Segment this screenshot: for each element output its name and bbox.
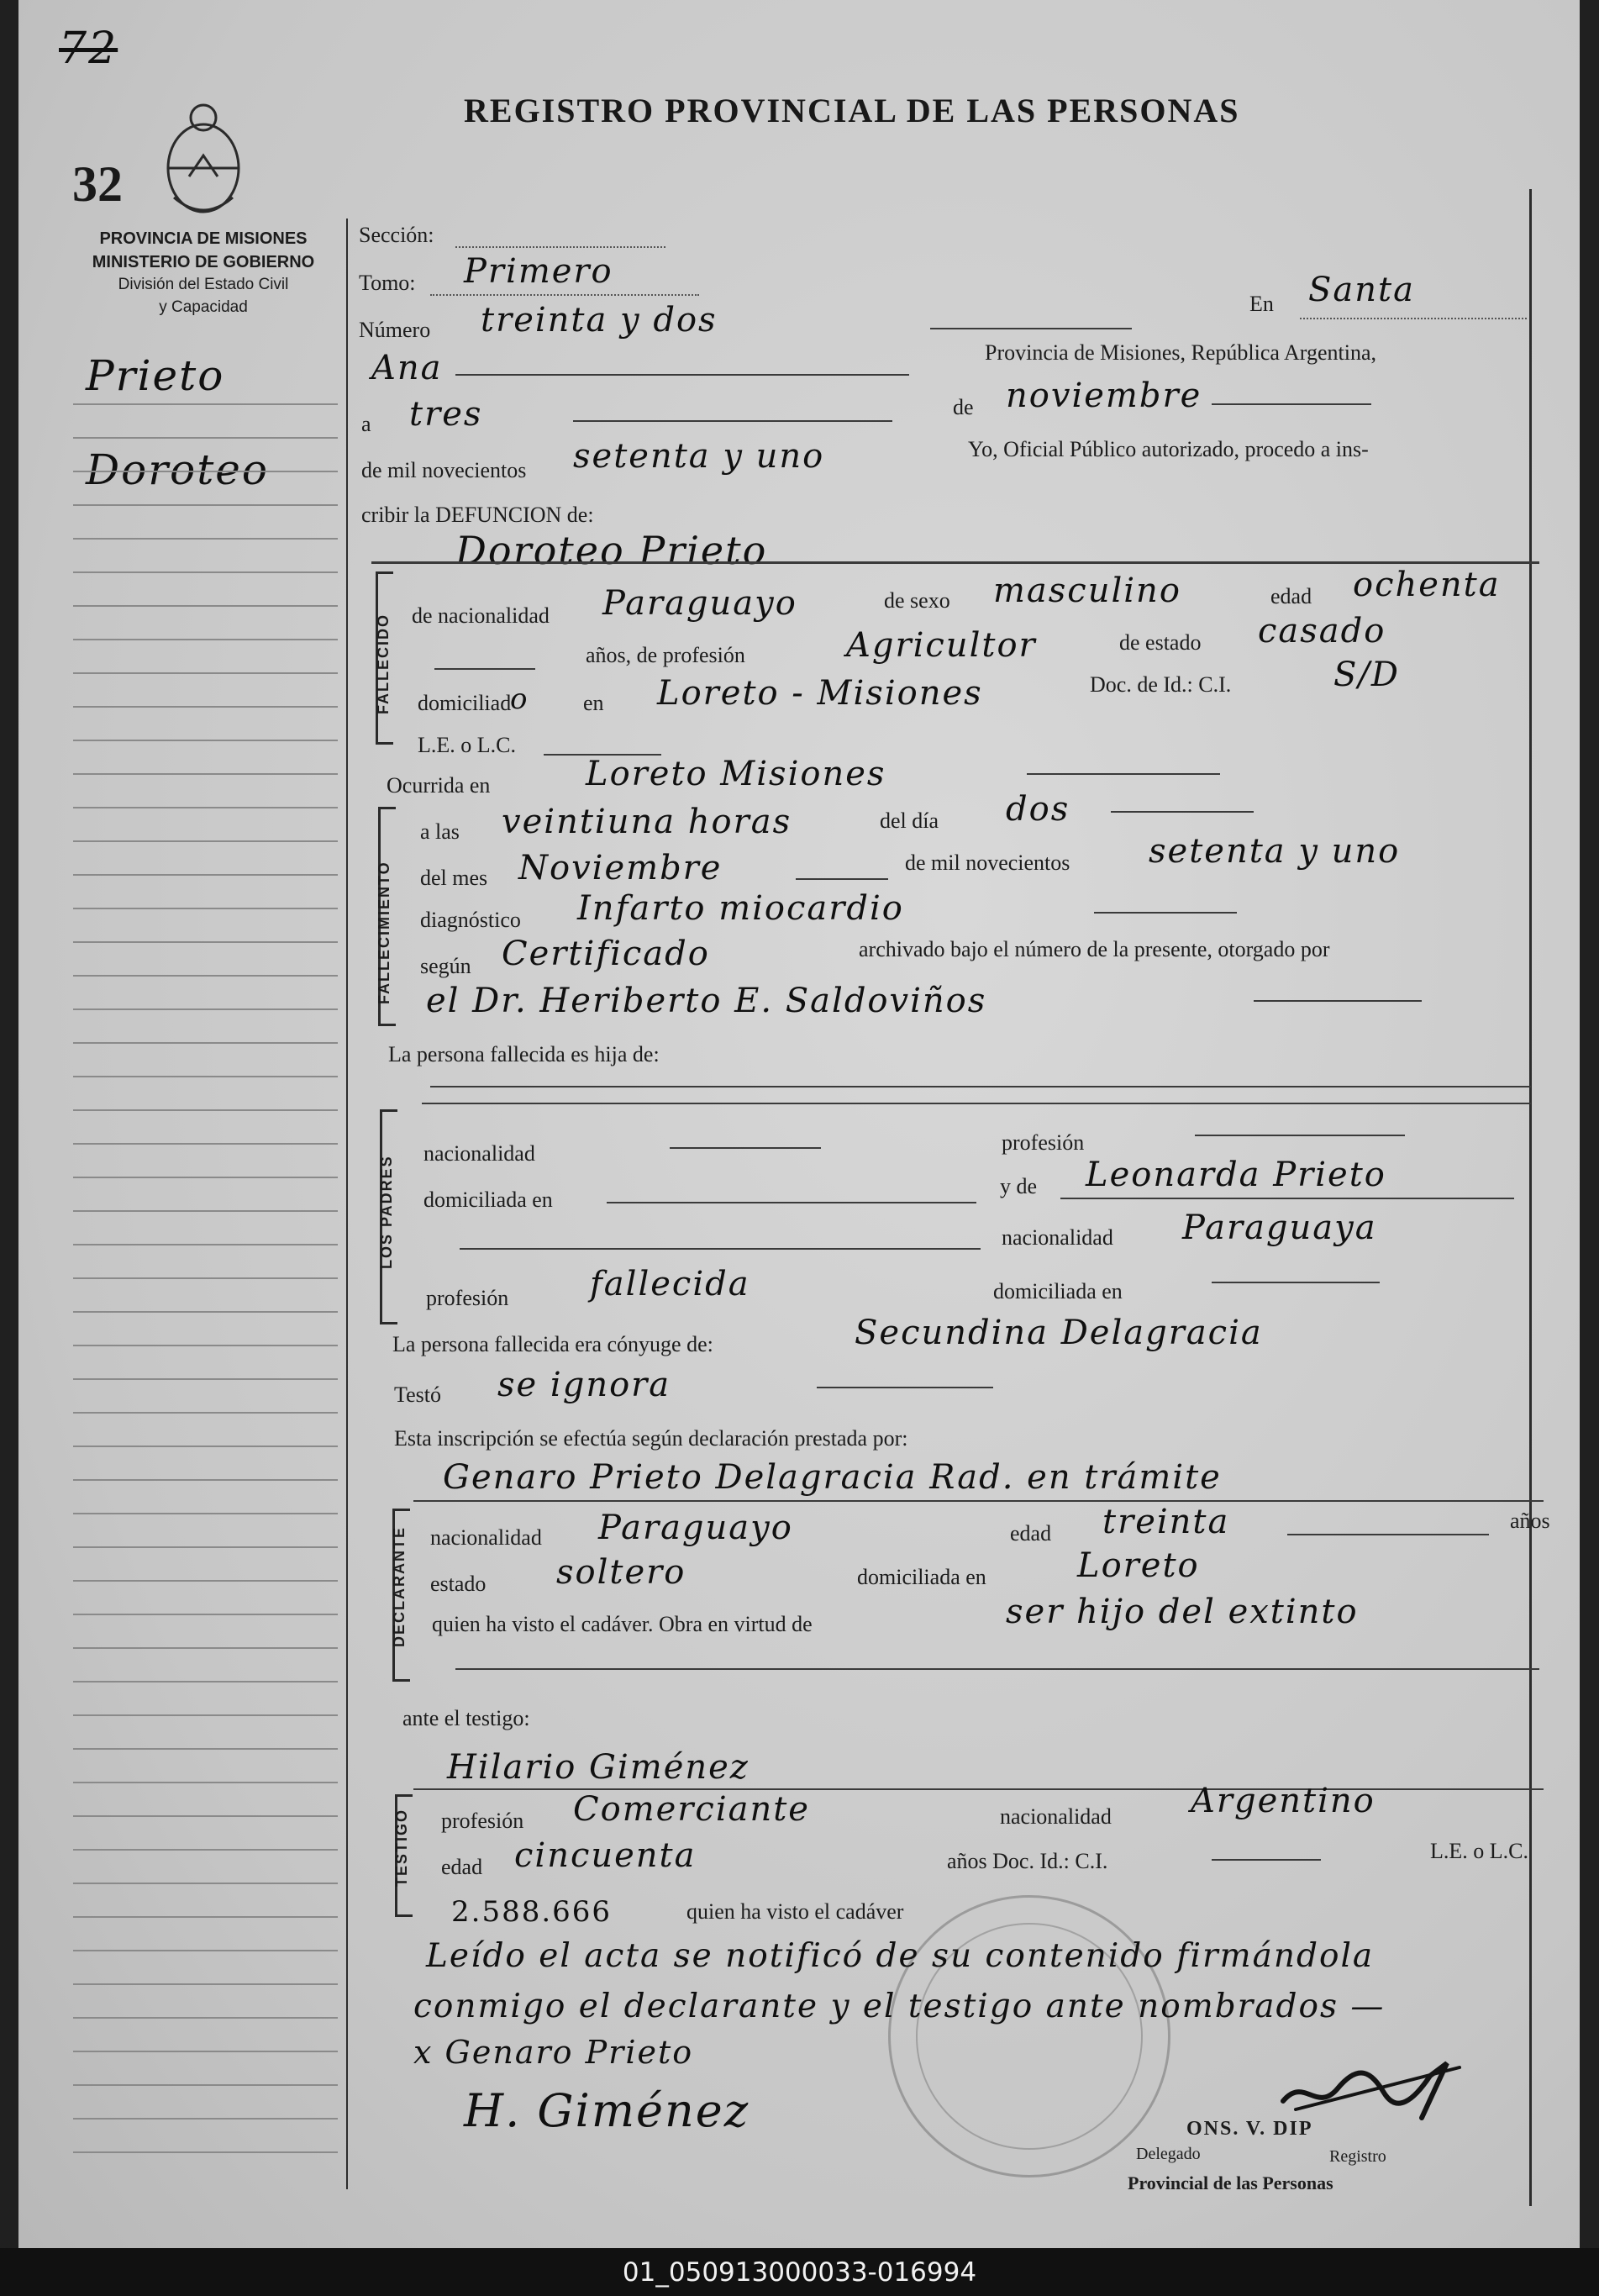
segun-value: Certificado <box>502 935 710 973</box>
lugar-value-a: Santa <box>1308 271 1415 309</box>
margin-ruled-line <box>73 1546 338 1548</box>
stamp-role-3: Provincial de las Personas <box>1128 2172 1333 2193</box>
margin-ruled-line <box>73 1311 338 1313</box>
margin-given-name: Doroteo <box>86 445 269 494</box>
ocurrida-lugar: Loreto Misiones <box>586 755 886 793</box>
padre-domiciliada-label: domiciliada en <box>423 1187 553 1212</box>
testo-value: se ignora <box>497 1366 671 1404</box>
padres-hija-label: La persona fallecida es hija de: <box>388 1042 660 1066</box>
dia-fallecimiento-line <box>1111 811 1254 813</box>
tomo-line <box>430 294 699 296</box>
madre-domicilio-line <box>1212 1282 1380 1283</box>
padre-profesion-line <box>1195 1135 1405 1136</box>
seccion-line <box>455 246 665 248</box>
segun-label: según <box>420 954 471 978</box>
margin-ruled-line <box>73 706 338 708</box>
margin-ruled-line <box>73 908 338 909</box>
margin-ruled-line <box>73 1042 338 1044</box>
declarante-top-line <box>413 1500 1544 1502</box>
dia-line <box>573 420 892 422</box>
inscribir-text: cribir la DEFUNCION de: <box>361 503 594 527</box>
margin-ruled-line <box>73 1076 338 1077</box>
declarante-visto-label: quien ha visto el cadáver. Obra en virtud de <box>432 1612 813 1636</box>
margin-ruled-line <box>73 1446 338 1447</box>
signature-testigo: H. Giménez <box>464 2084 750 2137</box>
testo-line <box>817 1387 993 1388</box>
declarante-anios-label: años <box>1510 1509 1550 1533</box>
madre-profesion: fallecida <box>590 1265 750 1303</box>
margin-ruled-line <box>73 2084 338 2086</box>
fallecido-section-label: FALLECIDO <box>375 613 392 714</box>
fallecido-doc-label: Doc. de Id.: C.I. <box>1090 672 1232 697</box>
anio-fallecimiento: setenta y uno <box>1149 832 1401 871</box>
declaracion-text: Esta inscripción se efectúa según declaración prestada por: <box>394 1426 908 1451</box>
numero-label: Número <box>359 318 431 342</box>
declarante-estado-label: estado <box>430 1572 487 1596</box>
margin-ruled-line <box>73 403 338 405</box>
margin-ruled-line <box>73 2017 338 2019</box>
margin-ruled-line <box>73 740 338 741</box>
madre-line <box>1060 1198 1514 1199</box>
fallecido-domicilio-suffix: o <box>510 682 529 716</box>
margin-ruled-line <box>73 605 338 607</box>
margin-ruled-line <box>73 1647 338 1649</box>
declarante-nombre: Genaro Prieto Delagracia Rad. en trámite <box>443 1458 1222 1497</box>
lugar-value-b: Ana <box>371 349 443 387</box>
margin-ruled-line <box>73 1277 338 1279</box>
fallecido-profesion: Agricultor <box>846 626 1037 665</box>
folio-number: 32 <box>72 156 123 212</box>
testigo-edad: cincuenta <box>514 1836 697 1875</box>
conyuge-label: La persona fallecida era cónyuge de: <box>392 1332 713 1356</box>
numero-line <box>930 328 1132 329</box>
margin-ruled-line <box>73 1714 338 1716</box>
madre-domicilio-label: domiciliada en <box>993 1279 1123 1303</box>
header-division: División del Estado Civil <box>118 276 289 293</box>
conyuge-value: Secundina Delagracia <box>855 1314 1263 1352</box>
mes-value: noviembre <box>1006 377 1202 415</box>
provincia-text: Provincia de Misiones, República Argentina, <box>985 340 1376 365</box>
declarante-nacionalidad: Paraguayo <box>598 1509 793 1547</box>
margin-ruled-line <box>73 1345 338 1346</box>
dia-value: tres <box>409 395 483 434</box>
margin-ruled-line <box>73 1109 338 1111</box>
hora-value: veintiuna horas <box>502 803 792 841</box>
margin-ruled-line <box>73 1782 338 1783</box>
madre-nacionalidad: Paraguaya <box>1182 1209 1377 1247</box>
margin-divider <box>346 219 348 2189</box>
fallecido-estado: casado <box>1258 612 1386 650</box>
mes-line <box>1212 403 1371 405</box>
testigo-nombre: Hilario Giménez <box>447 1748 750 1787</box>
margin-ruled-line <box>73 1143 338 1145</box>
margin-ruled-line <box>73 1681 338 1683</box>
fallecido-nombre: Doroteo Prieto <box>455 528 768 573</box>
margin-ruled-line <box>73 639 338 640</box>
margin-ruled-line <box>73 941 338 943</box>
margin-ruled-line <box>73 874 338 876</box>
fallecido-sexo-label: de sexo <box>884 588 950 613</box>
fallecido-nacionalidad-label: de nacionalidad <box>412 603 550 628</box>
medico-line <box>1254 1000 1422 1002</box>
anio-fallecimiento-label: de mil novecientos <box>905 850 1070 875</box>
margin-ruled-line <box>73 437 338 439</box>
y-de-label: y de <box>1000 1174 1038 1198</box>
corner-number: 72 <box>59 24 118 74</box>
diagnostico-line <box>1094 912 1237 914</box>
fallecido-estado-label: de estado <box>1119 630 1202 655</box>
dia-fallecimiento-label: del día <box>880 808 939 833</box>
diagnostico-value: Infarto miocardio <box>577 889 904 928</box>
margin-ruled-line <box>73 975 338 977</box>
anio-value: setenta y uno <box>573 437 825 476</box>
margin-ruled-line <box>73 807 338 808</box>
lugar-line <box>455 374 909 376</box>
margin-ruled-line <box>73 1412 338 1414</box>
margin-ruled-line <box>73 672 338 674</box>
margin-ruled-line <box>73 2118 338 2120</box>
margin-ruled-line <box>73 1950 338 1951</box>
mes-fallecimiento: Noviembre <box>518 849 723 887</box>
margin-ruled-line <box>73 1849 338 1851</box>
ocurrida-label: Ocurrida en <box>387 773 491 798</box>
fallecido-nacionalidad: Paraguayo <box>602 584 797 623</box>
header-province: PROVINCIA DE MISIONES <box>99 229 308 248</box>
declarante-edad-label: edad <box>1010 1521 1052 1546</box>
fallecido-le-label: L.E. o L.C. <box>418 733 516 757</box>
declarante-edad: treinta <box>1102 1503 1230 1541</box>
fallecido-domicilio-label: domiciliad <box>418 691 512 715</box>
stamp-role-2: Registro <box>1329 2147 1386 2166</box>
fallecimiento-section-label: FALLECIMIENTO <box>376 861 392 1004</box>
padres-section-label: LOS PADRES <box>378 1155 395 1269</box>
testigo-doc-label: años Doc. Id.: C.I. <box>947 1849 1108 1873</box>
padre-profesion-label: profesión <box>1002 1130 1085 1155</box>
margin-ruled-line <box>73 538 338 540</box>
seccion-label: Sección: <box>359 223 434 247</box>
margin-ruled-line <box>73 1983 338 1985</box>
right-border <box>1529 189 1532 2206</box>
fallecido-edad-label: edad <box>1270 584 1312 608</box>
testigo-profesion-label: profesión <box>441 1809 524 1833</box>
margin-ruled-line <box>73 2051 338 2052</box>
mes-fallecimiento-line <box>796 878 888 880</box>
testo-label: Testó <box>394 1382 441 1407</box>
margin-ruled-line <box>73 1815 338 1817</box>
fallecido-anios-label: años, de profesión <box>586 643 745 667</box>
padre-domicilio-line <box>607 1202 976 1203</box>
ocurrida-line <box>1027 773 1220 775</box>
header-capacity: y Capacidad <box>159 298 248 316</box>
margin-ruled-line <box>73 1916 338 1918</box>
declarante-bottom-line <box>455 1668 1539 1670</box>
tomo-value: Primero <box>464 252 613 291</box>
declarante-edad-line <box>1287 1534 1489 1535</box>
margin-ruled-line <box>73 1008 338 1010</box>
testigo-doc: 2.588.666 <box>451 1895 613 1929</box>
testigo-section-label: TESTIGO <box>393 1808 410 1887</box>
header-block <box>60 227 346 319</box>
margin-ruled-line <box>73 1883 338 1884</box>
fallecido-domicilio-en: en <box>583 691 604 715</box>
margin-ruled-line <box>73 773 338 775</box>
testigo-nacionalidad: Argentino <box>1191 1782 1375 1820</box>
header-ministry: MINISTERIO DE GOBIERNO <box>92 253 315 271</box>
padres-line-1 <box>430 1086 1531 1087</box>
testigo-visto-label: quien ha visto el cadáver <box>686 1899 904 1924</box>
margin-ruled-line <box>73 1580 338 1582</box>
signature-declarante: x Genaro Prieto <box>413 2034 694 2071</box>
margin-surname: Prieto <box>86 351 225 400</box>
tomo-label: Tomo: <box>359 271 416 295</box>
hora-label: a las <box>420 819 460 844</box>
anios-line <box>434 668 535 670</box>
margin-ruled-line <box>73 1513 338 1514</box>
margin-ruled-line <box>73 1177 338 1178</box>
padre-nacionalidad-label: nacionalidad <box>423 1141 535 1166</box>
padre-nacionalidad-line <box>670 1147 821 1149</box>
margin-ruled-line <box>73 504 338 506</box>
certificate-sheet <box>18 0 1580 2248</box>
fallecido-top-line <box>371 561 1539 564</box>
coat-of-arms-icon <box>157 97 250 227</box>
margin-ruled-line <box>73 1244 338 1245</box>
margin-ruled-line <box>73 1479 338 1481</box>
numero-value: treinta y dos <box>481 301 718 340</box>
margin-ruled-line <box>73 2151 338 2153</box>
madre-nombre: Leonarda Prieto <box>1086 1156 1386 1194</box>
margin-ruled-line <box>73 1614 338 1615</box>
stamp-role-1: Delegado <box>1136 2145 1201 2163</box>
testigo-ante-label: ante el testigo: <box>402 1706 530 1730</box>
declarante-domicilio-label: domiciliada en <box>857 1565 986 1589</box>
medico-value: el Dr. Heriberto E. Saldoviños <box>426 982 987 1020</box>
padres-line-2 <box>422 1103 1531 1104</box>
image-id-caption: 01_050913000033-016994 <box>622 2257 977 2288</box>
archivado-text: archivado bajo el número de la presente, otorgado por <box>859 937 1330 961</box>
margin-ruled-line <box>73 1748 338 1750</box>
a-label: a <box>361 412 371 436</box>
mes-fallecimiento-label: del mes <box>420 866 488 890</box>
fallecido-edad: ochenta <box>1353 566 1501 604</box>
madre-profesion-label: profesión <box>426 1286 509 1310</box>
diagnostico-label: diagnóstico <box>420 908 521 932</box>
madre-nacionalidad-label: nacionalidad <box>1002 1225 1113 1250</box>
en-line <box>1300 318 1527 319</box>
fallecido-domicilio: Loreto - Misiones <box>657 674 983 713</box>
declarante-nacionalidad-label: nacionalidad <box>430 1525 542 1550</box>
oficial-text: Yo, Oficial Público autorizado, procedo a ins- <box>968 437 1369 461</box>
declarante-estado: soltero <box>556 1553 686 1592</box>
margin-ruled-line <box>73 1210 338 1212</box>
dia-fallecimiento: dos <box>1006 790 1070 829</box>
margin-ruled-line <box>73 1378 338 1380</box>
en-label: En <box>1249 292 1274 316</box>
testigo-nacionalidad-label: nacionalidad <box>1000 1804 1112 1829</box>
closing-line-1: Leído el acta se notificó de su contenido firmándola <box>426 1937 1375 1975</box>
declarante-virtud: ser hijo del extinto <box>1006 1593 1359 1631</box>
margin-ruled-line <box>73 840 338 842</box>
testigo-le-label: L.E. o L.C. <box>1430 1839 1528 1863</box>
declarante-section-label: DECLARANTE <box>391 1526 408 1647</box>
anio-label: de mil novecientos <box>361 458 527 482</box>
testigo-profesion: Comerciante <box>573 1790 810 1829</box>
fallecido-doc: S/D <box>1333 656 1400 694</box>
margin-ruled-line <box>73 571 338 573</box>
de-label: de <box>953 395 974 419</box>
page-title: REGISTRO PROVINCIAL DE LAS PERSONAS <box>464 92 1240 129</box>
margin-ruled-line <box>73 471 338 472</box>
testigo-doc-line <box>1212 1859 1321 1861</box>
padres-line-3 <box>460 1248 981 1250</box>
testigo-edad-label: edad <box>441 1855 483 1879</box>
stamp-name: ONS. V. DIP <box>1186 2118 1313 2140</box>
fallecido-sexo: masculino <box>993 571 1181 610</box>
declarante-domicilio: Loreto <box>1077 1546 1200 1585</box>
closing-line-2: conmigo el declarante y el testigo ante nombrados — <box>413 1988 1386 2025</box>
